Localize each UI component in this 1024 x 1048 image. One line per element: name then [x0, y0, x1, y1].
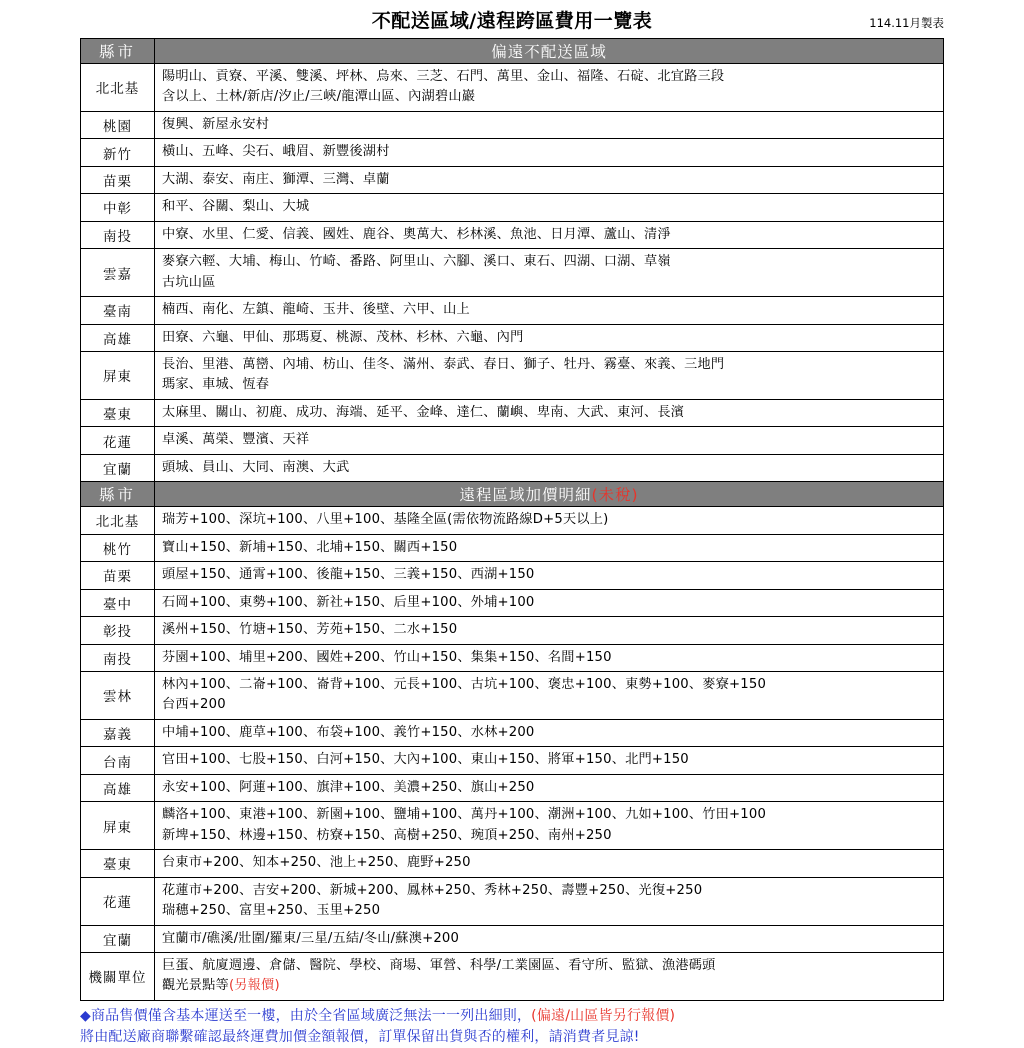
row-detail-line1: 田寮、六龜、甲仙、那瑪夏、桃源、茂林、杉林、六龜、內門: [162, 329, 524, 345]
row-region: 花蓮: [81, 427, 155, 454]
table-row: [81, 194, 944, 221]
row-detail: [155, 850, 944, 877]
row-detail: [155, 454, 944, 481]
table-row: [81, 249, 944, 297]
table-row: [81, 774, 944, 801]
row-detail-line2-note: (另報價): [228, 978, 280, 994]
row-detail-line1: 宜蘭市/礁溪/壯圍/羅東/三星/五結/冬山/蘇澳+200: [162, 930, 460, 946]
row-detail: [155, 617, 944, 644]
table-row: [81, 427, 944, 454]
row-region: 嘉義: [81, 719, 155, 746]
table-row: [81, 64, 944, 112]
row-region: 南投: [81, 644, 155, 671]
row-detail: [155, 534, 944, 561]
row-region: 桃園: [81, 111, 155, 138]
row-detail-line1: 楠西、南化、左鎮、龍崎、玉井、後壁、六甲、山上: [162, 302, 470, 318]
row-region: 雲林: [81, 671, 155, 719]
row-detail: [155, 221, 944, 248]
row-detail: [155, 589, 944, 616]
row-detail-line1: 卓溪、萬榮、豐濱、天祥: [162, 432, 310, 448]
table-row: [81, 297, 944, 324]
row-region: 高雄: [81, 774, 155, 801]
row-detail: [155, 747, 944, 774]
row-detail-line1: 瑞芳+100、深坑+100、八里+100、基隆全區(需依物流路線D+5天以上): [162, 512, 609, 528]
row-detail: [155, 562, 944, 589]
row-detail-line1: 官田+100、七股+150、白河+150、大內+100、東山+150、將軍+150、北門+150: [162, 752, 689, 768]
section2-detail-header: [155, 482, 944, 507]
section2-header-row: [81, 482, 944, 507]
row-detail-line2: 古坑山區: [162, 274, 216, 290]
table-row: [81, 399, 944, 426]
section1-header-row: [81, 39, 944, 64]
row-detail-line2: 新埤+150、林邊+150、枋寮+150、高樹+250、琬頂+250、南州+250: [162, 827, 612, 843]
page-title: 不配送區域/遠程跨區費用一覽表: [371, 10, 653, 32]
row-region: 宜蘭: [81, 454, 155, 481]
row-region: 臺中: [81, 589, 155, 616]
row-detail: [155, 774, 944, 801]
row-detail-line2: 瑞穗+250、富里+250、玉里+250: [162, 903, 381, 919]
row-region: 臺東: [81, 850, 155, 877]
row-detail-line1: 芬園+100、埔里+200、國姓+200、竹山+150、集集+150、名間+150: [162, 649, 612, 665]
row-detail-line1: 石岡+100、東勢+100、新社+150、后里+100、外埔+100: [162, 594, 535, 610]
footnote-line-1-highlight: (偏遠/山區皆另行報價): [531, 1007, 676, 1024]
row-region: 臺東: [81, 399, 155, 426]
section2-detail-header-main: 遠程區域加價明細: [459, 486, 592, 505]
footnote-line-2: 將由配送廠商聯繫確認最終運費加價金額報價，訂單保留出貨與否的權利，請消費者見諒!: [80, 1028, 640, 1045]
table-row: [81, 562, 944, 589]
row-region: 宜蘭: [81, 925, 155, 952]
row-region: 新竹: [81, 139, 155, 166]
table-row: [81, 454, 944, 481]
table-row: [81, 925, 944, 952]
row-region: 屏東: [81, 351, 155, 399]
table-row: [81, 589, 944, 616]
revision-date: 114.11月製表: [869, 16, 944, 30]
row-region: 南投: [81, 221, 155, 248]
row-region: 桃竹: [81, 534, 155, 561]
row-detail: [155, 249, 944, 297]
row-detail: [155, 139, 944, 166]
row-detail-line2: [162, 976, 937, 996]
row-region: 台南: [81, 747, 155, 774]
table-row: [81, 111, 944, 138]
table-row: [81, 221, 944, 248]
footnote-line-1-text: 商品售價僅含基本運送至一樓，由於全省區域廣泛無法一一列出細則，: [90, 1007, 532, 1024]
row-detail-line1: 寶山+150、新埔+150、北埔+150、關西+150: [162, 539, 458, 555]
row-detail-line1: 花蓮市+200、吉安+200、新城+200、鳳林+250、秀林+250、壽豐+250、光復+250: [162, 882, 703, 898]
row-region: 彰投: [81, 617, 155, 644]
row-detail-line1: 中寮、水里、仁愛、信義、國姓、鹿谷、奧萬大、杉林溪、魚池、日月潭、蘆山、清淨: [162, 226, 671, 242]
row-detail-line1: 陽明山、貢寮、平溪、雙溪、坪林、烏來、三芝、石門、萬里、金山、福隆、石碇、北宜路三段: [162, 69, 725, 84]
row-region: 苗栗: [81, 562, 155, 589]
row-region: 苗栗: [81, 166, 155, 193]
table-row: [81, 747, 944, 774]
table-row: [81, 850, 944, 877]
row-detail-line1: 林內+100、二崙+100、崙背+100、元長+100、古坑+100、褒忠+100、東勢+100、麥寮+150: [162, 676, 767, 692]
row-detail-line1: 頭屋+150、通霄+100、後龍+150、三義+150、西湖+150: [162, 567, 535, 583]
row-detail-line2: 台西+200: [162, 697, 226, 713]
section2-region-header: 縣市: [81, 482, 155, 507]
row-detail-line1: 大湖、泰安、南庄、獅潭、三灣、卓蘭: [162, 171, 390, 187]
row-detail-line1: 永安+100、阿蓮+100、旗津+100、美濃+250、旗山+250: [162, 779, 535, 795]
row-detail: [155, 399, 944, 426]
row-detail-line2: 瑪家、車城、恆春: [162, 377, 270, 393]
table-row: [81, 644, 944, 671]
row-region: 高雄: [81, 324, 155, 351]
footnote: [80, 1006, 944, 1048]
table-row: [81, 719, 944, 746]
row-detail-line1: 橫山、五峰、尖石、峨眉、新豐後湖村: [162, 144, 390, 160]
table-row: [81, 534, 944, 561]
row-detail-line1: 太麻里、關山、初鹿、成功、海端、延平、金峰、達仁、蘭嶼、卑南、大武、東河、長濱: [162, 404, 685, 420]
row-detail: [155, 324, 944, 351]
table-row: [81, 877, 944, 925]
section1-region-header: 縣市: [81, 39, 155, 64]
row-detail-line1: 復興、新屋永安村: [162, 116, 270, 132]
row-detail-line2: 含以上、土林/新店/汐止/三峽/龍潭山區、內湖碧山巖: [162, 89, 476, 105]
diamond-icon: ◆: [80, 1007, 91, 1024]
row-detail-line1: 台東市+200、知本+250、池上+250、鹿野+250: [162, 855, 471, 871]
table-row: [81, 617, 944, 644]
row-detail-line1: 巨蛋、航廈週邊、倉儲、醫院、學校、商場、軍營、科學/工業園區、看守所、監獄、漁港碼頭: [162, 957, 716, 973]
row-region: 機關單位: [81, 952, 155, 1000]
row-detail: [155, 64, 944, 112]
row-detail: [155, 952, 944, 1000]
row-detail: [155, 671, 944, 719]
row-region: 臺南: [81, 297, 155, 324]
row-detail: [155, 507, 944, 534]
row-region: 北北基: [81, 64, 155, 112]
row-detail-line1: 長治、里港、萬巒、內埔、枋山、佳冬、滿州、泰武、春日、獅子、牡丹、霧臺、來義、三地門: [162, 356, 725, 372]
row-detail-line1: 和平、谷關、梨山、大城: [162, 199, 310, 215]
row-detail: [155, 877, 944, 925]
section1-detail-header: 偏遠不配送區域: [155, 39, 944, 64]
row-region: 北北基: [81, 507, 155, 534]
row-detail: [155, 719, 944, 746]
row-detail-line1: 溪州+150、竹塘+150、芳苑+150、二水+150: [162, 622, 458, 638]
table-row: [81, 351, 944, 399]
row-detail: [155, 427, 944, 454]
row-detail-line2-text: 觀光景點等: [162, 978, 229, 994]
table-row: [81, 166, 944, 193]
row-region: 花蓮: [81, 877, 155, 925]
document-header: [80, 8, 944, 38]
fee-table: [80, 38, 944, 1001]
row-detail: [155, 925, 944, 952]
row-region: 屏東: [81, 802, 155, 850]
row-detail-line1: 頭城、員山、大同、南澳、大武: [162, 459, 350, 475]
section2-detail-header-note: (未稅): [591, 486, 639, 505]
table-row: [81, 802, 944, 850]
row-detail-line1: 麟洛+100、東港+100、新園+100、鹽埔+100、萬丹+100、潮洲+100、九如+100、竹田+100: [162, 807, 767, 823]
row-detail-line1: 麥寮六輕、大埔、梅山、竹崎、番路、阿里山、六腳、溪口、東石、四湖、口湖、草嶺: [162, 254, 671, 270]
row-detail: [155, 644, 944, 671]
row-detail: [155, 297, 944, 324]
row-detail: [155, 802, 944, 850]
row-detail: [155, 166, 944, 193]
row-detail: [155, 351, 944, 399]
table-row: [81, 507, 944, 534]
row-detail: [155, 111, 944, 138]
row-detail-line1: 中埔+100、鹿草+100、布袋+100、義竹+150、水林+200: [162, 724, 535, 740]
row-region: 雲嘉: [81, 249, 155, 297]
table-row: [81, 324, 944, 351]
table-row: [81, 952, 944, 1000]
row-region: 中彰: [81, 194, 155, 221]
table-row: [81, 671, 944, 719]
row-detail: [155, 194, 944, 221]
table-row: [81, 139, 944, 166]
